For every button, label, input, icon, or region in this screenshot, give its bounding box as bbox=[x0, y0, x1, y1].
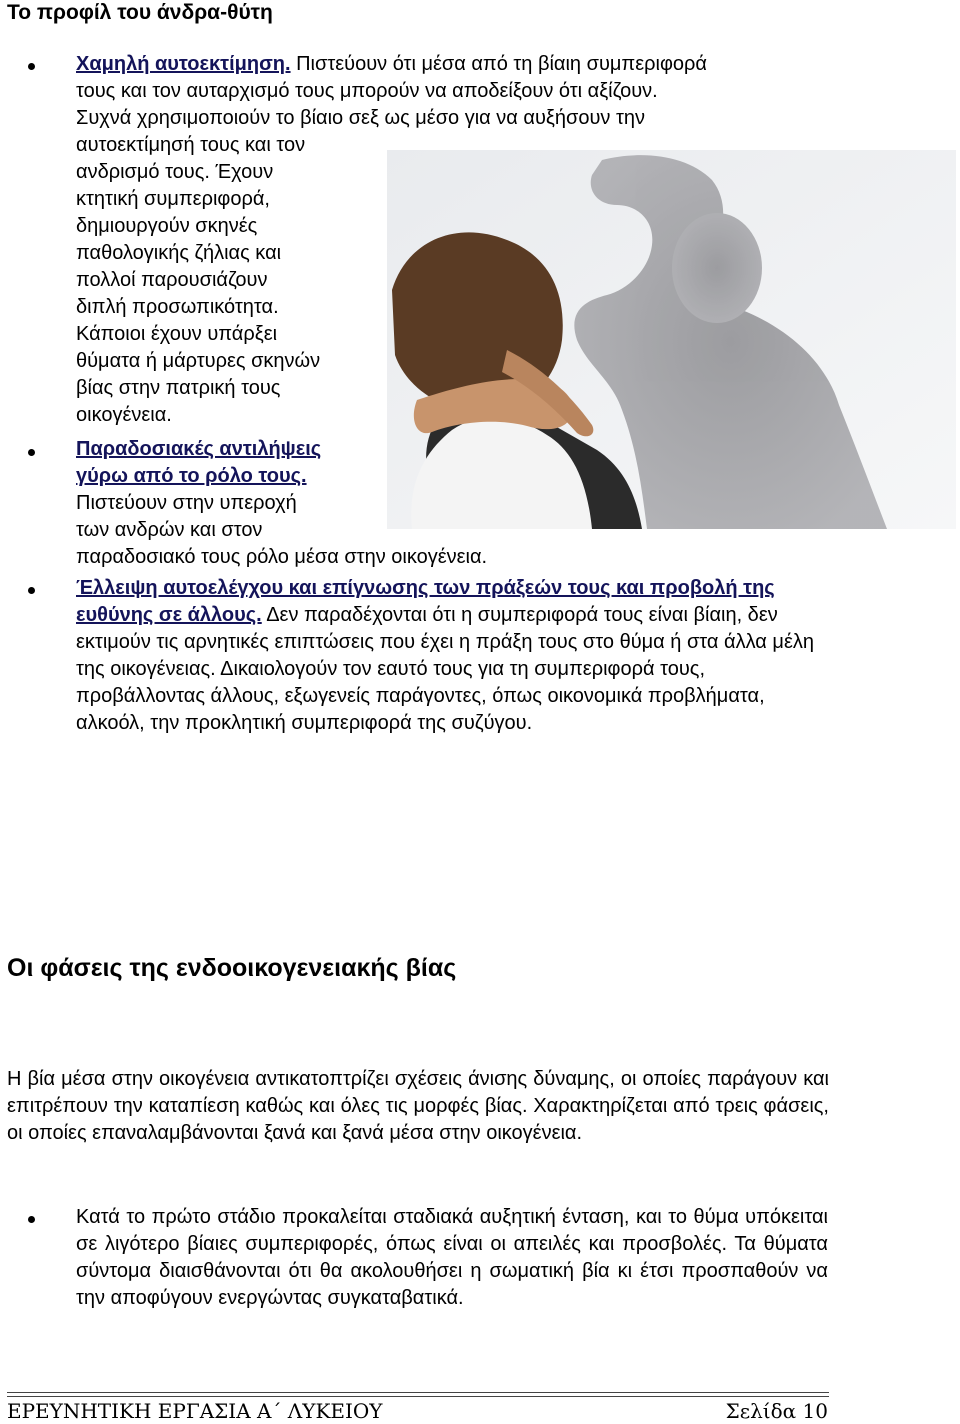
page-number: Σελίδα 10 bbox=[725, 1399, 828, 1423]
bullet-marker bbox=[28, 449, 35, 456]
section-title: Οι φάσεις της ενδοοικογενειακής βίας bbox=[7, 954, 457, 982]
item-text: παθολογικής ζήλιας και bbox=[76, 242, 282, 264]
item-text: οικογένεια. bbox=[76, 404, 172, 426]
bullet-marker bbox=[28, 63, 35, 70]
phase-item-first-stage: Κατά το πρώτο στάδιο προκαλείται σταδιακά αυξητική ένταση, και το θύμα υπόκειται σε λιγότερο βίαιες συμπεριφορές, όπως είναι οι απειλές και προσβολές. Τα θύματα σύντομα διαισθάνονται ότι θα ακολουθήσει η σωματική βία κι έτσι προσπαθούν να την αποφύγουν ενεργώντας συγκαταβατικά. bbox=[76, 1206, 828, 1309]
item-text: τους και τον αυταρχισμό τους μπορούν να αποδείξουν ότι αξίζουν. bbox=[76, 80, 658, 102]
item-text: βίας στην πατρική τους bbox=[76, 377, 281, 399]
item-text: ανδρισμό τους. Έχουν bbox=[76, 161, 274, 183]
domestic-violence-photo bbox=[387, 150, 956, 529]
item-text: των ανδρών και στον bbox=[76, 519, 263, 541]
footer-divider bbox=[7, 1392, 829, 1397]
section-title: Το προφίλ του άνδρα-θύτη bbox=[7, 1, 273, 24]
item-text: θύματα ή μάρτυρες σκηνών bbox=[76, 350, 321, 372]
item-text: πολλοί παρουσιάζουν bbox=[76, 269, 268, 291]
item-text: Πιστεύουν ότι μέσα από τη βίαιη συμπεριφορά bbox=[290, 53, 707, 75]
item-text: κτητική συμπεριφορά, bbox=[76, 188, 270, 210]
item-heading: Παραδοσιακές αντιλήψεις γύρω από το ρόλο τους. bbox=[76, 438, 322, 487]
footer-title: ΕΡΕΥΝΗΤΙΚΗ ΕΡΓΑΣΙΑ Α΄ ΛΥΚΕΙΟΥ bbox=[7, 1399, 383, 1423]
item-heading: Χαμηλή αυτοεκτίμηση. bbox=[76, 53, 291, 75]
intro-paragraph: Η βία μέσα στην οικογένεια αντικατοπτρίζει σχέσεις άνισης δύναμης, οι οποίες παράγουν και επιτρέπουν την καταπίεση καθώς και όλες τις μορφές βίας. Χαρακτηρίζεται από τρεις φάσεις, οι οποίες επαναλαμβάνονται ξανά και ξανά μέσα στην οικογένεια. bbox=[7, 1068, 829, 1144]
item-heading: Έλλειψη αυτοελέγχου και επίγνωσης των πράξεών τους και προβολή της ευθύνης σε άλλους. bbox=[76, 577, 775, 626]
profile-item-traditional-views-heading bbox=[76, 436, 376, 490]
item-text: αυτοεκτίμησή τους και τον bbox=[76, 134, 306, 156]
item-text: Κάποιοι έχουν υπάρξει bbox=[76, 323, 278, 345]
item-text: παραδοσιακό τους ρόλο μέσα στην οικογένεια. bbox=[76, 546, 488, 568]
item-text: Συχνά χρησιμοποιούν το βίαιο σεξ ως μέσο για να αυξήσουν την bbox=[76, 107, 645, 129]
bullet-marker bbox=[28, 1216, 35, 1223]
item-text: διπλή προσωπικότητα. bbox=[76, 296, 279, 318]
item-text: Πιστεύουν στην υπεροχή bbox=[76, 492, 297, 514]
profile-item-lack-of-self-control bbox=[76, 575, 832, 737]
item-text: Δεν παραδέχονται ότι η συμπεριφορά τους είναι βίαιη, δεν εκτιμούν τις αρνητικές επιπτώσεις που έχει η πράξη τους στο θύμα ή στα άλλα μέλη της οικογένειας. Δικαιολογούν τον εαυτό τους για τη συμπεριφορά τους, προβάλλοντας άλλους, εξωγενείς παράγοντες, όπως οικονομικά προβλήματα, αλκοόλ, την προκλητική συμπεριφορά της συζύγου. bbox=[76, 604, 814, 734]
item-text: δημιουργούν σκηνές bbox=[76, 215, 258, 237]
bullet-marker bbox=[28, 587, 35, 594]
